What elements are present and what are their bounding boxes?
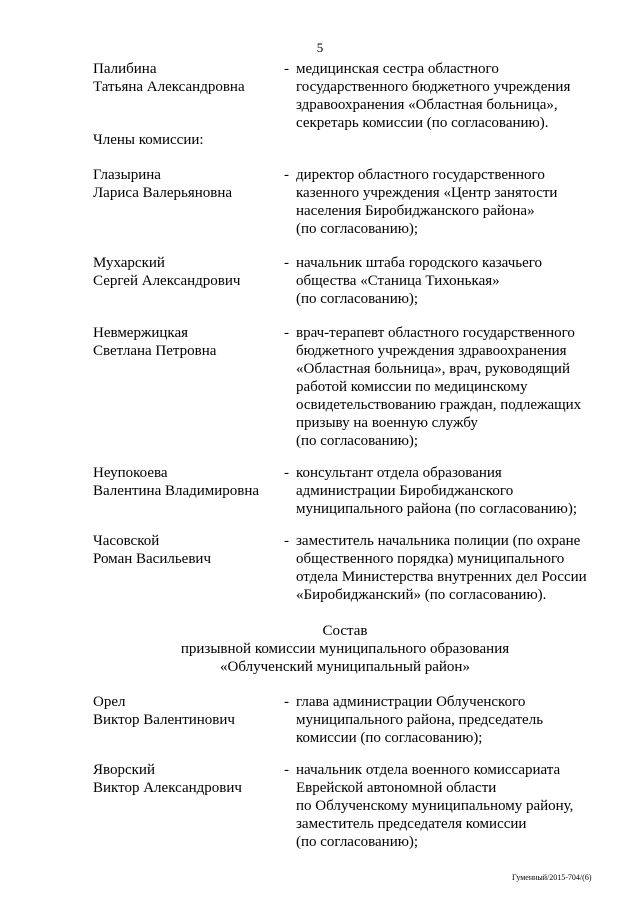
person-surname: Орел <box>93 694 126 710</box>
entry-dash: - <box>284 762 289 778</box>
person-surname: Палибина <box>93 61 157 77</box>
entry-dash: - <box>284 61 289 77</box>
role-line: общества «Станица Тихонькая» <box>296 273 500 289</box>
role-line: (по согласованию); <box>296 291 419 307</box>
role-line: муниципального района (по согласованию); <box>296 501 578 517</box>
entry-dash: - <box>284 465 289 481</box>
role-line: заместитель начальника полиции (по охране <box>296 533 581 549</box>
entry-dash: - <box>284 694 289 710</box>
person-given-names: Лариса Валерьяновна <box>93 185 233 201</box>
role-line: администрации Биробиджанского <box>296 483 514 499</box>
person-given-names: Светлана Петровна <box>93 343 217 359</box>
role-line: глава администрации Облученского <box>296 694 526 710</box>
role-line: секретарь комиссии (по согласованию). <box>296 115 549 131</box>
entry-dash: - <box>284 325 289 341</box>
role-line: здравоохранения «Областная больница», <box>296 97 558 113</box>
section-heading-line: призывной комиссии муниципального образования <box>180 641 510 657</box>
role-line: «Биробиджанский» (по согласованию). <box>296 587 547 603</box>
role-line: призыву на военную службу <box>296 415 478 431</box>
role-line: (по согласованию); <box>296 221 419 237</box>
entry-dash: - <box>284 255 289 271</box>
role-line: работой комиссии по медицинскому <box>296 379 528 395</box>
section-heading-title: Состав <box>322 623 368 639</box>
document-footer-code: Гуменный/2015-704/(6) <box>512 873 592 882</box>
section-heading-line: «Облученский муниципальный район» <box>220 659 470 675</box>
entry-dash: - <box>284 167 289 183</box>
role-line: комиссии (по согласованию); <box>296 730 483 746</box>
role-line: начальник штаба городского казачьего <box>296 255 543 271</box>
role-line: общественного порядка) муниципального <box>296 551 565 567</box>
role-line: заместитель председателя комиссии <box>296 816 527 832</box>
role-line: начальник отдела военного комиссариата <box>296 762 561 778</box>
person-surname: Часовской <box>93 533 160 549</box>
person-given-names: Виктор Валентинович <box>93 712 235 728</box>
role-line: медицинская сестра областного <box>296 61 499 77</box>
role-line: бюджетного учреждения здравоохранения <box>296 343 567 359</box>
role-line: Еврейской автономной области <box>296 780 497 796</box>
person-surname: Мухарский <box>93 255 165 271</box>
role-line: по Облученскому муниципальному району, <box>296 798 574 814</box>
entry-dash: - <box>284 533 289 549</box>
person-given-names: Роман Васильевич <box>93 551 211 567</box>
page-number: 5 <box>316 40 324 55</box>
role-line: казенного учреждения «Центр занятости <box>296 185 558 201</box>
role-line: освидетельствованию граждан, подлежащих <box>296 397 582 413</box>
person-given-names: Валентина Владимировна <box>93 483 260 499</box>
person-surname: Глазырина <box>93 167 161 183</box>
role-line: муниципального района, председатель <box>296 712 544 728</box>
role-line: (по согласованию); <box>296 433 419 449</box>
role-line: (по согласованию); <box>296 834 419 850</box>
role-line: отдела Министерства внутренних дел России <box>296 569 587 585</box>
person-given-names: Виктор Александрович <box>93 780 242 796</box>
role-line: населения Биробиджанского района» <box>296 203 535 219</box>
person-surname: Яворский <box>93 762 155 778</box>
members-label: Члены комиссии: <box>93 132 204 148</box>
person-given-names: Сергей Александрович <box>93 273 241 289</box>
role-line: «Областная больница», врач, руководящий <box>296 361 570 377</box>
role-line: консультант отдела образования <box>296 465 502 481</box>
role-line: государственного бюджетного учреждения <box>296 79 571 95</box>
role-line: врач-терапевт областного государственного <box>296 325 575 341</box>
person-surname: Невмержицкая <box>93 325 189 341</box>
person-given-names: Татьяна Александровна <box>93 79 245 95</box>
role-line: директор областного государственного <box>296 167 545 183</box>
person-surname: Неупокоева <box>93 465 168 481</box>
